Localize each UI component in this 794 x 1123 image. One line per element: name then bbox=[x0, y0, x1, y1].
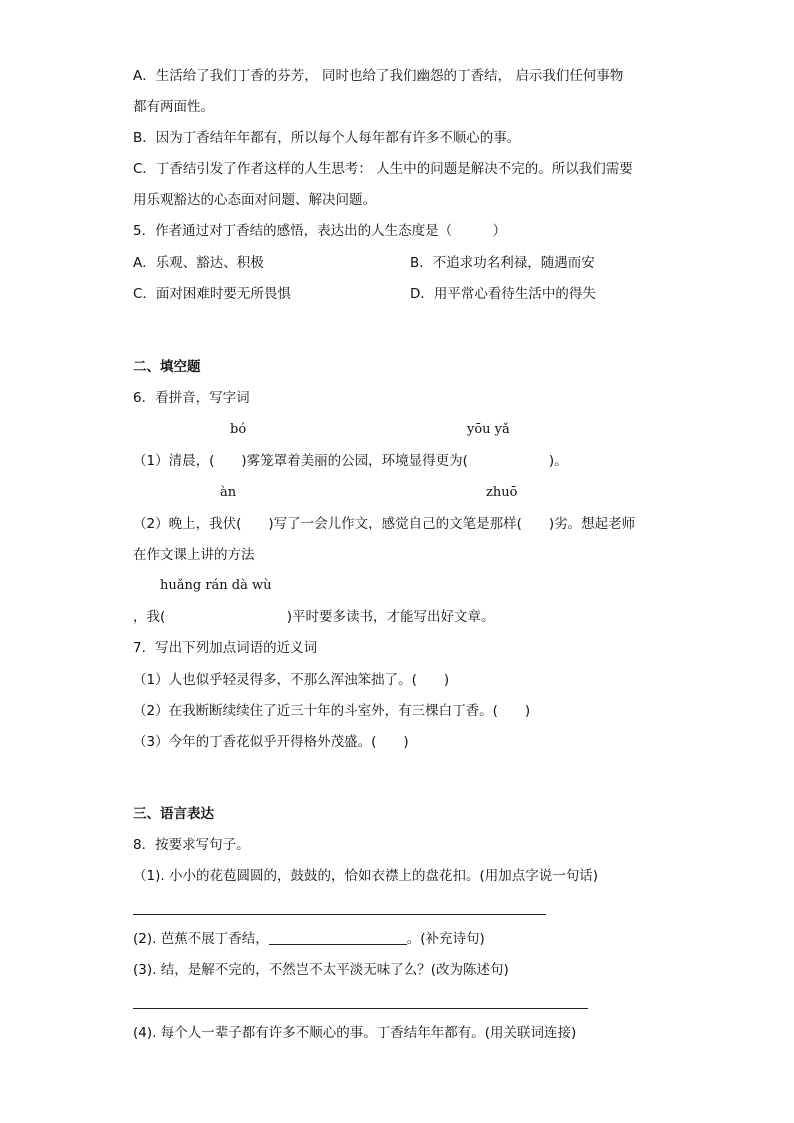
q8-1-answer-line[interactable] bbox=[133, 914, 546, 915]
q6-stem: 6．看拼音，写字词 bbox=[133, 390, 250, 406]
section3-title: 三、语言表达 bbox=[133, 806, 214, 822]
q4-option-b: B．因为丁香结年年都有，所以每个人每年都有许多不顺心的事。 bbox=[133, 130, 521, 146]
q7-item-1: （1）人也似乎轻灵得多，不那么浑浊笨拙了。( ) bbox=[133, 672, 450, 688]
section2-title: 二、填空题 bbox=[133, 359, 201, 375]
q8-3-answer-line[interactable] bbox=[133, 1008, 588, 1009]
q7-stem: 7．写出下列加点词语的近义词 bbox=[133, 640, 318, 656]
q4-option-a-line2: 都有两面性。 bbox=[133, 99, 214, 115]
q7-item-2: （2）在我断断续续住了近三十年的斗室外，有三棵白丁香。( ) bbox=[133, 703, 531, 719]
q6-3-pinyin: huǎng rán dà wù bbox=[160, 578, 272, 593]
q6-2-text-line1: （2）晚上，我伏( )写了一会儿作文，感觉自己的文笔是那样( )劣。想起老师 bbox=[133, 516, 636, 532]
q8-stem: 8．按要求写句子。 bbox=[133, 837, 250, 853]
q8-item-3: (3). 结，是解不完的，不然岂不太平淡无味了么？(改为陈述句) bbox=[133, 962, 509, 978]
q8-item-4: (4). 每个人一辈子都有许多不顺心的事。丁香结年年都有。(用关联词连接) bbox=[133, 1025, 577, 1041]
q5-option-b: B．不追求功名利禄，随遇而安 bbox=[410, 255, 595, 271]
q8-2-suffix: 。(补充诗句) bbox=[406, 931, 485, 947]
q5-option-c: C．面对困难时要无所畏惧 bbox=[133, 286, 291, 302]
q8-item-1: （1). 小小的花苞圆圆的，鼓鼓的，恰如衣襟上的盘花扣。(用加点字说一句话) bbox=[133, 868, 598, 884]
q5-option-a: A．乐观、豁达、积极 bbox=[133, 255, 264, 271]
q6-2-pinyin-a: àn bbox=[220, 485, 237, 500]
q8-2-prefix: (2). 芭蕉不展丁香结， bbox=[133, 931, 269, 947]
q5-option-d: D．用平常心看待生活中的得失 bbox=[410, 286, 596, 302]
q4-option-c-line2: 用乐观豁达的心态面对问题、解决问题。 bbox=[133, 192, 376, 208]
q5-stem: 5．作者通过对丁香结的感悟，表达出的人生态度是（ ） bbox=[133, 223, 507, 239]
q8-item-2 bbox=[133, 929, 485, 949]
q8-2-answer-blank[interactable] bbox=[269, 930, 407, 945]
q7-item-3: （3）今年的丁香花似乎开得格外茂盛。( ) bbox=[133, 734, 409, 750]
q6-1-pinyin-b: yōu yǎ bbox=[467, 422, 510, 437]
q6-1-text: （1）清晨，( )雾笼罩着美丽的公园，环境显得更为( )。 bbox=[133, 453, 568, 469]
q6-3-text: ，我( )平时要多读书，才能写出好文章。 bbox=[133, 609, 495, 625]
q6-1-pinyin-a: bó bbox=[230, 422, 247, 437]
q4-option-a-line1: A．生活给了我们丁香的芬芳， 同时也给了我们幽怨的丁香结， 启示我们任何事物 bbox=[133, 68, 624, 84]
q4-option-c-line1: C．丁香结引发了作者这样的人生思考： 人生中的问题是解决不完的。所以我们需要 bbox=[133, 161, 633, 177]
q6-2-text-line2: 在作文课上讲的方法 bbox=[133, 547, 255, 563]
q6-2-pinyin-b: zhuō bbox=[486, 485, 518, 500]
